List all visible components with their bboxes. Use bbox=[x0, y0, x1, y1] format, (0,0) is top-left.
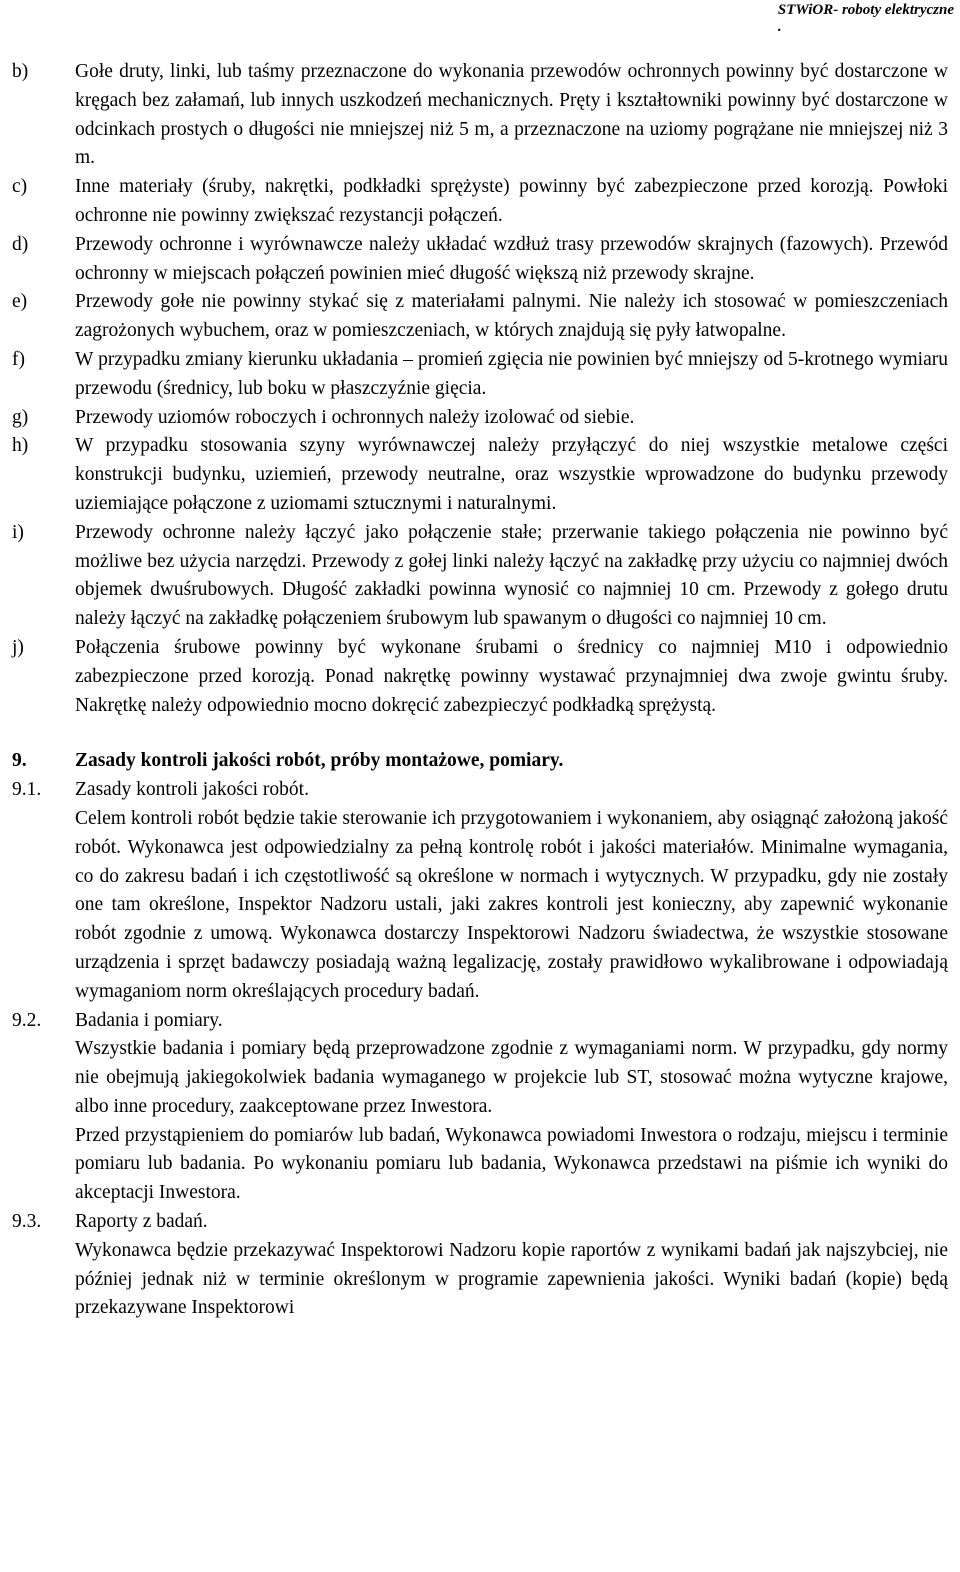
subsection-title: Zasady kontroli jakości robót. bbox=[75, 779, 309, 801]
list-item-label: i) bbox=[12, 521, 24, 543]
subsection-number: 9.1. bbox=[12, 779, 42, 801]
list-item-label: e) bbox=[12, 291, 28, 313]
section-heading bbox=[12, 747, 948, 776]
list-item-label: h) bbox=[12, 435, 29, 457]
list-item-text: Połączenia śrubowe powinny być wykonane śrubami o średnicy co najmniej M10 i odpowiednio zabezpieczone przed korozją. Ponad nakrętkę powinny wystawać przynajmniej dwa zwoje gwintu śruby. Nakrętkę należy odpowiednio mocno dokręcić zabezpieczyć podkładką sprężystą. bbox=[75, 636, 948, 716]
list-item-text: Przewody ochronne i wyrównawcze należy układać wzdłuż trasy przewodów skrajnych (fazowych). Przewód ochronny w miejscach połączeń powinien mieć długość większą niż przewody skrajne. bbox=[75, 233, 948, 284]
section-number: 9. bbox=[12, 750, 27, 772]
list-item-b bbox=[12, 58, 948, 173]
list-item-text: Gołe druty, linki, lub taśmy przeznaczone do wykonania przewodów ochronnych powinny być dostarczone w kręgach bez załamań, lub innych uszkodzeń mechanicznych. Pręty i kształtowniki powinny być dostarczone w odcinkach prostych o długości nie mniejszej niż 5 m, a przeznaczone na uziomy pogrążane nie mniejszej niż 3 m. bbox=[75, 61, 948, 169]
list-item-g bbox=[12, 404, 948, 433]
list-item-j bbox=[12, 634, 948, 720]
subsection-number: 9.2. bbox=[12, 1009, 42, 1031]
subsection-heading bbox=[12, 1208, 948, 1237]
list-item-text: W przypadku zmiany kierunku układania – promień zgięcia nie powinien być mniejszy od 5-krotnego wymiaru przewodu (średnicy, lub boku w płaszczyźnie gięcia. bbox=[75, 348, 948, 399]
section-title: Zasady kontroli jakości robót, próby montażowe, pomiary. bbox=[75, 750, 564, 772]
list-item-label: d) bbox=[12, 233, 29, 255]
list-item-text: W przypadku stosowania szyny wyrównawczej należy przyłączyć do niej wszystkie metalowe części konstrukcji budynku, uziemień, przewody neutralne, oraz wszystkie wprowadzone do budynku przewody uziemiające połączone z uziomami sztucznymi i naturalnymi. bbox=[75, 435, 948, 514]
subsection-title: Badania i pomiary. bbox=[75, 1009, 223, 1031]
paragraph: Wszystkie badania i pomiary będą przeprowadzone zgodnie z wymaganiami norm. W przypadku, gdy normy nie obejmują jakiegokolwiek badania wymaganego w projekcie lub ST, stosować można wytyczne krajowe, albo inne procedury, zaakceptowane przez Inwestora. bbox=[75, 1038, 948, 1117]
list-item-d bbox=[12, 231, 948, 289]
header-dot: . bbox=[777, 19, 782, 35]
paragraph: Wykonawca będzie przekazywać Inspektorowi Nadzoru kopie raportów z wynikami badań jak najszybciej, nie później jednak niż w terminie określonym w programie zapewnienia jakości. Wyniki badań (kopie) będą przekazywane Inspektorowi bbox=[75, 1239, 948, 1319]
list-item-label: b) bbox=[12, 61, 29, 82]
list-item-label: f) bbox=[12, 348, 25, 370]
header-title: STWiOR- roboty elektryczne bbox=[777, 2, 954, 18]
subsection-heading bbox=[12, 776, 948, 805]
list-item-text: Przewody ochronne należy łączyć jako połączenie stałe; przerwanie takiego połączenia nie powinno być możliwe bez użycia narzędzi. Przewody z gołej linki należy łączyć na zakładkę przy użyciu co najmniej dwóch objemek dwuśrubowych. Długość zakładki powinna wynosić co najmniej 10 cm. Przewody z gołego drutu należy łączyć na zakładkę połączeniem śrubowym lub spawanym o długości co najmniej 10 cm. bbox=[75, 521, 948, 630]
list-item-text: Inne materiały (śruby, nakrętki, podkładki sprężyste) powinny być zabezpieczone przed korozją. Powłoki ochronne nie powinny zwiększać rezystancji połączeń. bbox=[75, 176, 948, 226]
document-header bbox=[778, 2, 954, 36]
document-body bbox=[12, 58, 948, 1323]
list-item-i bbox=[12, 519, 948, 634]
list-item-label: g) bbox=[12, 406, 29, 428]
list-item-label: c) bbox=[12, 176, 28, 198]
paragraph: Celem kontroli robót będzie takie sterowanie ich przygotowaniem i wykonaniem, aby osiągnąć założoną jakość robót. Wykonawca jest odpowiedzialny za pełną kontrolę robót i jakości materiałów. Minimalne wymagania, co do zakresu badań i ich częstotliwość są określone w normach i wytycznych. W przypadku, gdy nie zostały one tam określone, Inspektor Nadzoru ustali, jaki zakres kontroli jest konieczny, aby zapewnić wykonanie robót zgodnie z umową. Wykonawca dostarczy Inspektorowi Nadzoru świadectwa, że wszystkie stosowane urządzenia i sprzęt badawczy posiadają ważną legalizację, zostały prawidłowo wykalibrowane i odpowiadają wymaganiom norm określających procedury badań. bbox=[75, 807, 948, 1002]
subsection-heading bbox=[12, 1007, 948, 1036]
list-item-f bbox=[12, 346, 948, 404]
list-item-h bbox=[12, 432, 948, 518]
list-item-text: Przewody gołe nie powinny stykać się z materiałami palnymi. Nie należy ich stosować w pomieszczeniach zagrożonych wybuchem, oraz w pomieszczeniach, w których znajdują się pyły łatwopalne. bbox=[75, 291, 948, 342]
subsection-number: 9.3. bbox=[12, 1211, 42, 1233]
subsection-title: Raporty z badań. bbox=[75, 1211, 208, 1233]
list-item-text: Przewody uziomów roboczych i ochronnych należy izolować od siebie. bbox=[75, 406, 635, 428]
paragraph: Przed przystąpieniem do pomiarów lub badań, Wykonawca powiadomi Inwestora o rodzaju, miejscu i terminie pomiaru lub badania. Po wykonaniu pomiaru lub badania, Wykonawca przedstawi na piśmie ich wyniki do akceptacji Inwestora. bbox=[75, 1124, 948, 1204]
list-item-c bbox=[12, 173, 948, 231]
list-item-label: j) bbox=[12, 636, 24, 658]
list-item-e bbox=[12, 288, 948, 346]
